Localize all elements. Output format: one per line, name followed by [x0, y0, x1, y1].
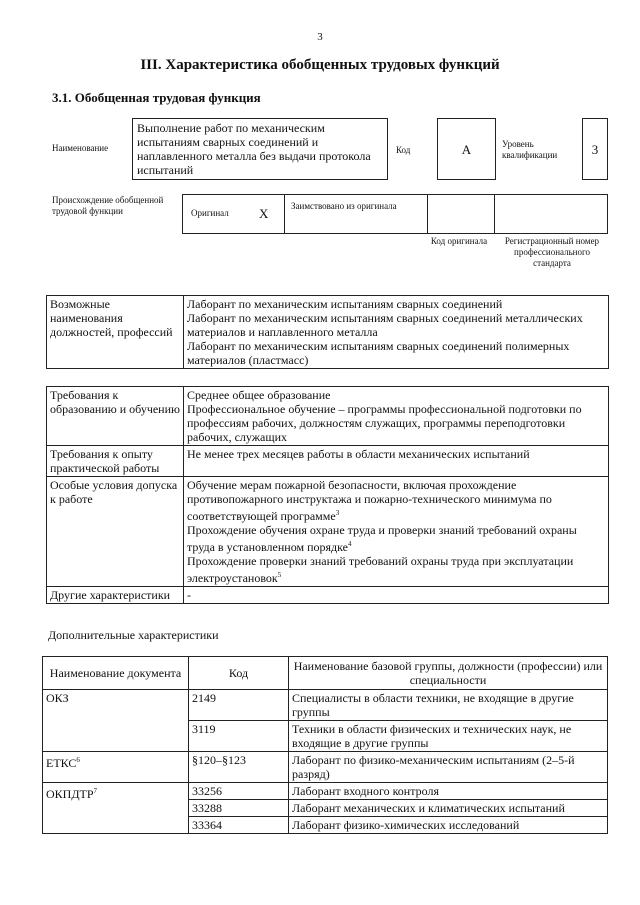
origin-table	[182, 194, 608, 234]
positions-table	[46, 295, 609, 369]
position-item: Лаборант по механическим испытаниям сварных соединений металлических материалов и наплавленного металла	[187, 311, 583, 339]
okpdtr-code: 33364	[189, 817, 289, 834]
okz-doc: ОКЗ	[43, 690, 189, 752]
okpdtr-name: Лаборант механических и климатических испытаний	[289, 800, 608, 817]
footnote-ref: 5	[277, 571, 282, 579]
okpdtr-name: Лаборант физико-химических исследований	[289, 817, 608, 834]
okz-code: 2149	[189, 690, 289, 721]
borrowed-label: Заимствовано из оригинала	[291, 201, 397, 211]
level-value: 3	[582, 118, 608, 180]
classifier-table	[42, 656, 608, 834]
divider	[284, 195, 285, 233]
etks-doc: ЕТКС$^6$	[43, 752, 189, 783]
footnote-ref: 4	[347, 540, 352, 548]
education-item: Среднее общее образование	[187, 388, 331, 402]
function-name-box: Выполнение работ по механическим испытаниям сварных соединений и наплавленного металла без выдачи протокола испытаний	[132, 118, 388, 180]
okpdtr-code: 33256	[189, 783, 289, 800]
education-item: Профессиональное обучение – программы профессиональной подготовки по профессиям рабочих, должностям служащих, программы переподготовки рабочих, служащих	[187, 402, 582, 444]
positions-list	[184, 296, 609, 369]
level-label: Уровень квалификации	[502, 139, 558, 160]
origin-label: Происхождение обобщенной трудовой функции	[52, 195, 164, 216]
footnote-ref: 6	[76, 756, 80, 764]
code-value: A	[437, 118, 496, 180]
etks-name: Лаборант по физико-механическим испытаниям (2–5-й разряд)	[289, 752, 608, 783]
original-mark: X	[259, 206, 269, 221]
education-label: Требования к образованию и обучению	[47, 387, 184, 446]
requirements-table	[46, 386, 609, 604]
special-item: Обучение мерам пожарной безопасности, включая прохождение противопожарного инструктажа и пожарно-технического минимума по соответствующей программе$^3$	[187, 478, 552, 523]
other-label: Другие характеристики	[47, 587, 184, 604]
section-title: III. Характеристика обобщенных трудовых функций	[140, 57, 500, 73]
col-name-header: Наименование базовой группы, должности (профессии) или специальности	[289, 657, 608, 690]
okz-code: 3119	[189, 721, 289, 752]
okpdtr-code: 33288	[189, 800, 289, 817]
table-row	[43, 752, 608, 783]
special-list	[184, 477, 609, 587]
divider	[427, 195, 428, 233]
special-label: Особые условия допуска к работе	[47, 477, 184, 587]
experience-value: Не менее трех месяцев работы в области механических испытаний	[184, 446, 609, 477]
footnote-ref: 7	[93, 787, 98, 795]
special-item: Прохождение проверки знаний требований охраны труда при эксплуатации электроустановок$^5$	[187, 554, 574, 585]
experience-label: Требования к опыту практической работы	[47, 446, 184, 477]
position-item: Лаборант по механическим испытаниям сварных соединений	[187, 297, 503, 311]
table-row	[43, 690, 608, 721]
code-label: Код	[396, 145, 411, 155]
positions-label: Возможные наименования должностей, профессий	[47, 296, 184, 369]
section-subtitle: 3.1. Обобщенная трудовая функция	[52, 90, 261, 105]
etks-code: §120–§123	[189, 752, 289, 783]
position-item: Лаборант по механическим испытаниям сварных соединений полимерных материалов (пластмасс)	[187, 339, 570, 367]
reg-number-label: Регистрационный номер профессионального стандарта	[504, 236, 600, 268]
additional-title: Дополнительные характеристики	[48, 628, 219, 642]
footnote-ref: 3	[335, 509, 340, 517]
col-code-header: Код	[189, 657, 289, 690]
okpdtr-name: Лаборант входного контроля	[289, 783, 608, 800]
col-doc-header: Наименование документа	[43, 657, 189, 690]
table-row	[43, 783, 608, 800]
special-item: Прохождение обучения охране труда и проверки знаний требований охраны труда в установленном порядке$^4$	[187, 523, 577, 554]
okz-name: Специалисты в области техники, не входящие в другие группы	[289, 690, 608, 721]
okpdtr-doc: ОКПДТР$^7$	[43, 783, 189, 834]
education-list	[184, 387, 609, 446]
okz-name: Техники в области физических и технических наук, не входящие в другие группы	[289, 721, 608, 752]
name-label: Наименование	[52, 143, 109, 153]
divider	[494, 195, 495, 233]
page-number: 3	[317, 31, 323, 43]
other-value: -	[184, 587, 609, 604]
original-label: Оригинал	[191, 208, 229, 218]
code-original-label: Код оригинала	[430, 236, 488, 246]
